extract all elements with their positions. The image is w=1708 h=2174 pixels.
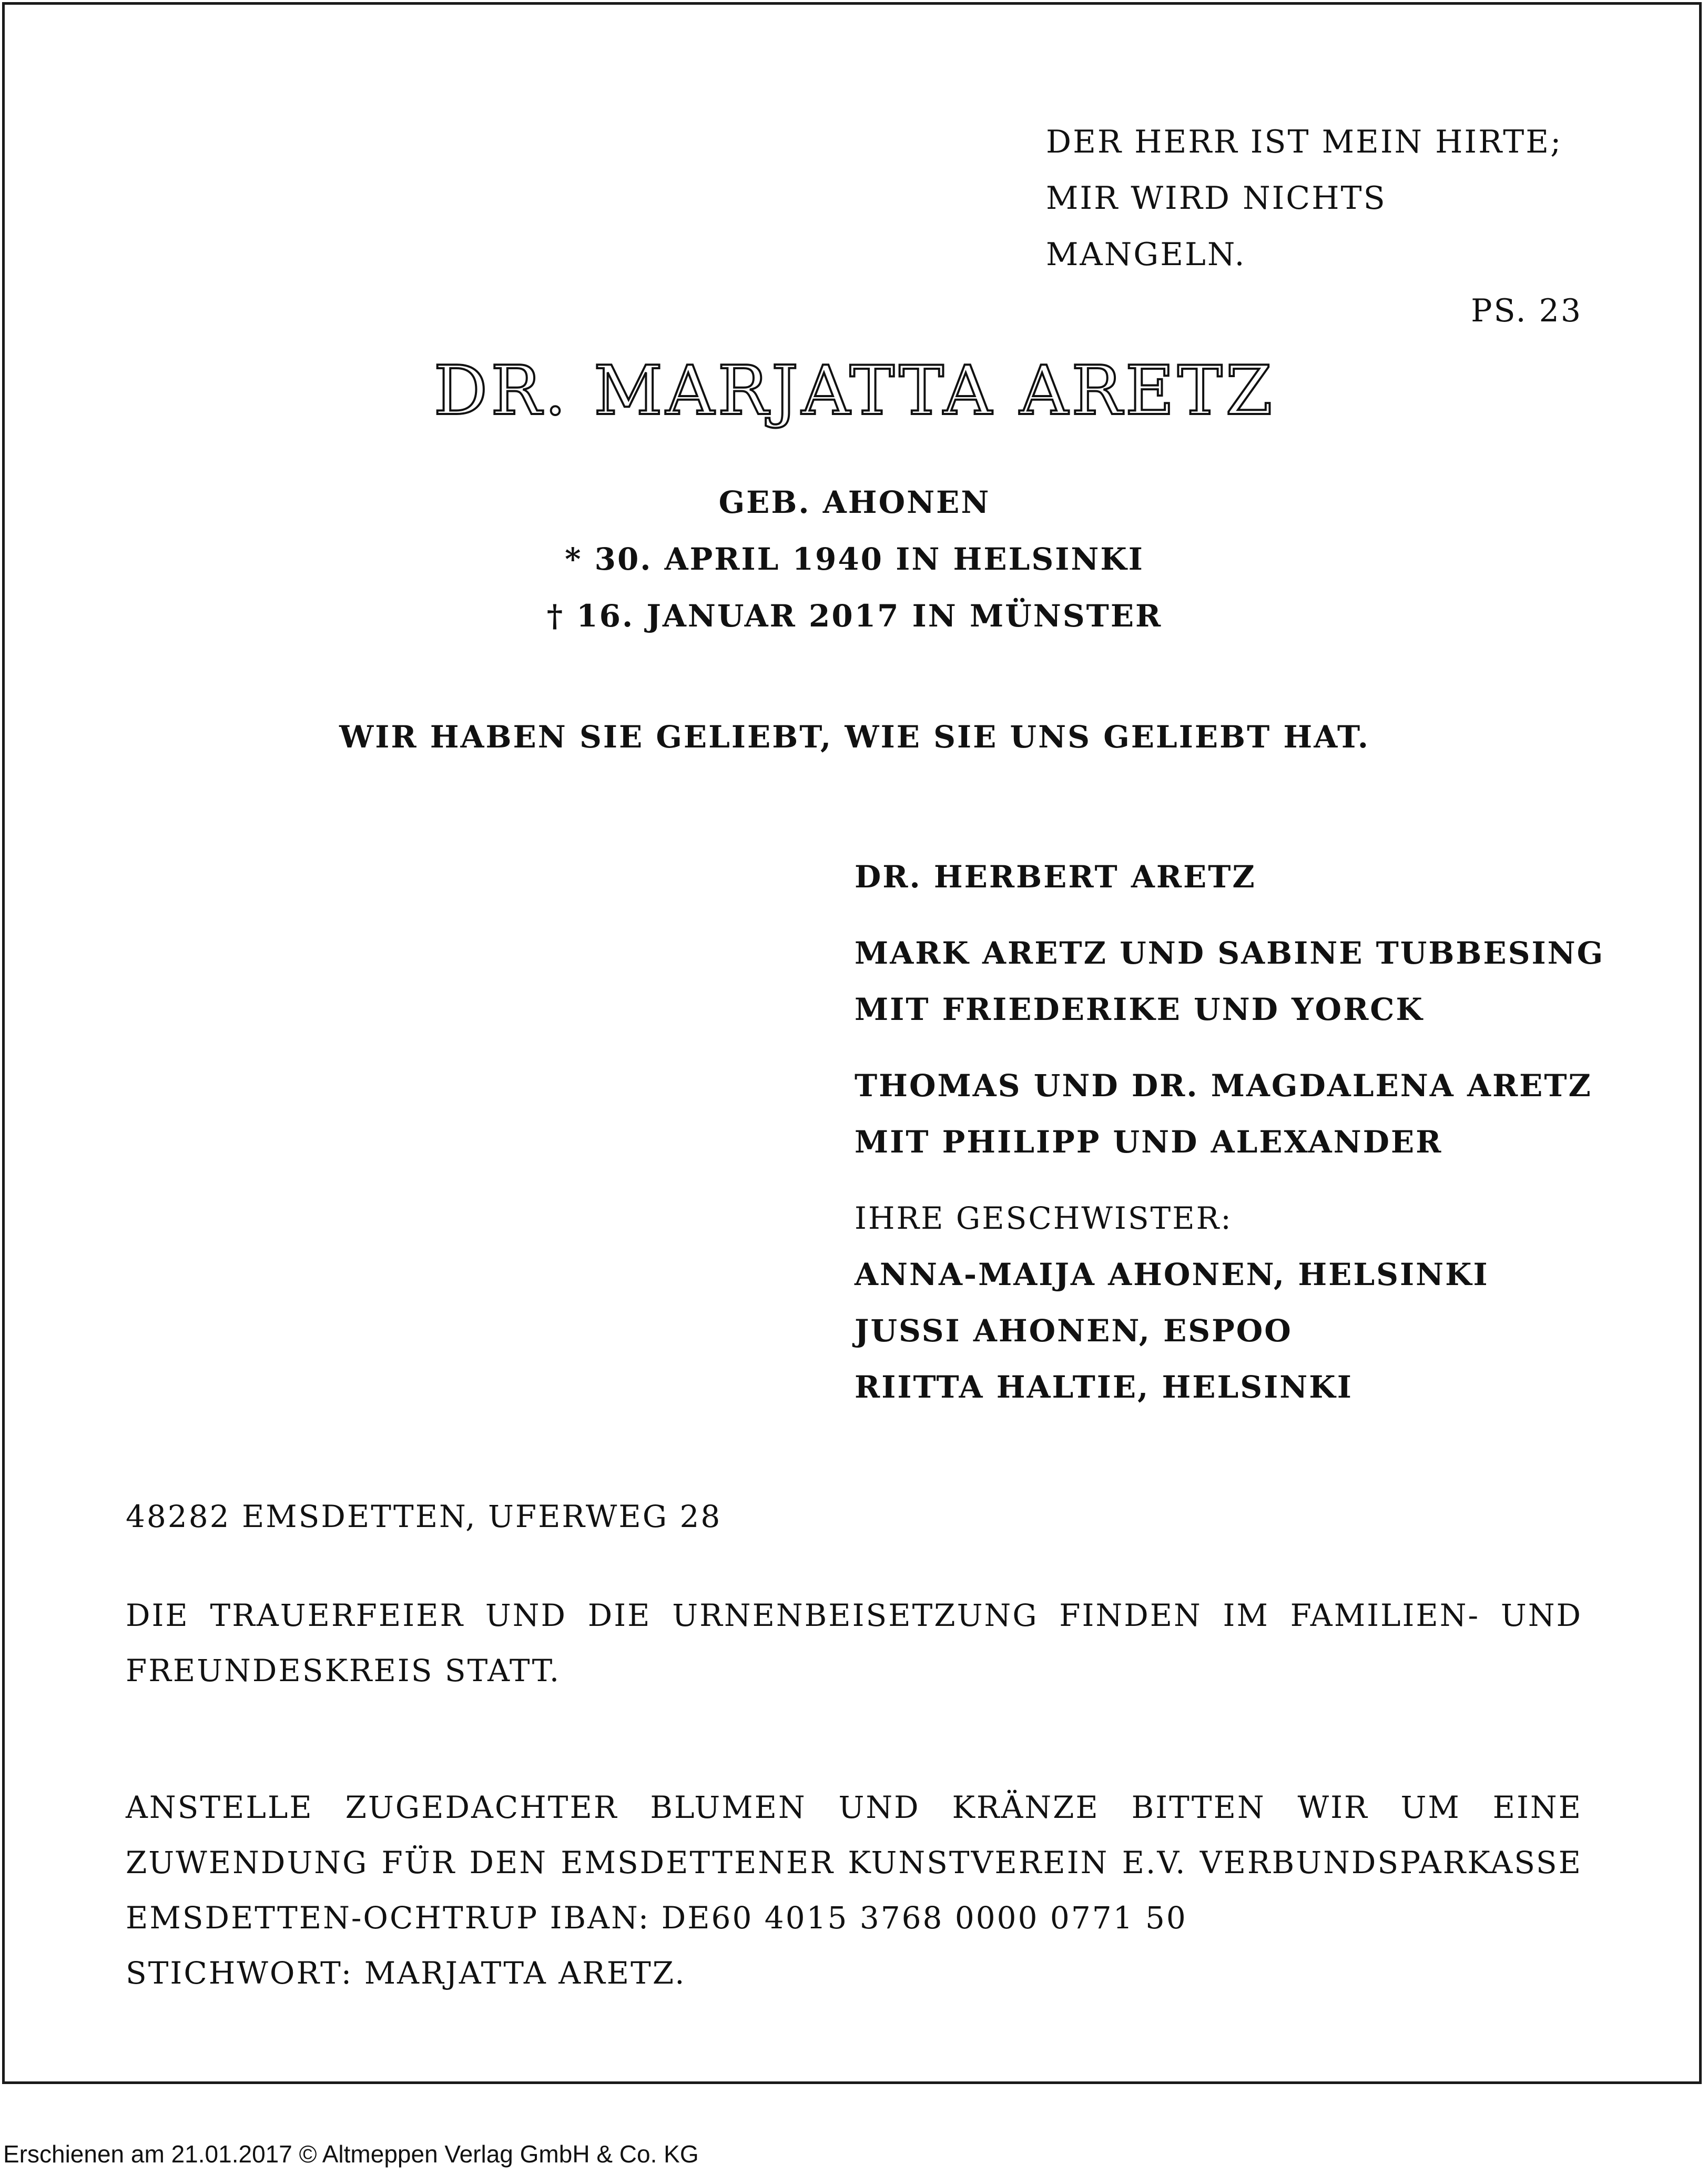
publication-footer: Erschienen am 21.01.2017 © Altmeppen Verlag GmbH & Co. KG bbox=[3, 2140, 699, 2168]
notice-frame bbox=[2, 2, 1702, 2084]
donation-line-4: STICHWORT: MARJATTA ARETZ. bbox=[126, 1955, 686, 1991]
mourner-line: MIT FRIEDERIKE UND YORCK bbox=[855, 992, 1424, 1027]
donation-line-2: ZUWENDUNG FÜR DEN EMSDETTENER KUNSTVEREIN E.V. VERBUNDSPARKASSE bbox=[126, 1845, 1582, 1880]
sibling-line: RIITTA HALTIE, HELSINKI bbox=[855, 1369, 1353, 1405]
donation-note bbox=[126, 1780, 1582, 2001]
death-date: † 16. JANUAR 2017 IN MÜNSTER bbox=[546, 598, 1163, 634]
donation-line-1: ANSTELLE ZUGEDACHTER BLUMEN UND KRÄNZE BITTEN WIR UM EINE bbox=[126, 1789, 1582, 1825]
ceremony-line-1: DIE TRAUERFEIER UND DIE URNENBEISETZUNG FINDEN IM FAMILIEN- UND bbox=[126, 1597, 1582, 1633]
memorial-quote: WIR HABEN SIE GELIEBT, WIE SIE UNS GELIEBT HAT. bbox=[339, 719, 1370, 755]
ceremony-line-2: FREUNDESKREIS STATT. bbox=[126, 1653, 561, 1688]
mourner-line: MIT PHILIPP UND ALEXANDER bbox=[855, 1124, 1443, 1160]
mourner-siblings bbox=[855, 1190, 1643, 1415]
family-address: 48282 EMSDETTEN, UFERWEG 28 bbox=[126, 1499, 722, 1534]
mourner-spouse: DR. HERBERT ARETZ bbox=[855, 859, 1256, 895]
motto-line-1: DER HERR IST MEIN HIRTE; bbox=[1046, 124, 1563, 160]
donation-line-3: EMSDETTEN-OCHTRUP IBAN: DE60 4015 3768 0000 0771 50 bbox=[126, 1900, 1187, 1936]
psalm-motto bbox=[1046, 114, 1582, 339]
mourners-list bbox=[855, 849, 1643, 1415]
mourner-line: MARK ARETZ UND SABINE TUBBESING bbox=[855, 935, 1605, 971]
motto-reference: PS. 23 bbox=[1471, 292, 1582, 329]
ceremony-note bbox=[126, 1588, 1582, 1698]
sibling-line: ANNA-MAIJA AHONEN, HELSINKI bbox=[855, 1257, 1489, 1292]
mourner-family-2 bbox=[855, 1058, 1643, 1170]
vital-dates bbox=[5, 474, 1704, 644]
birth-date: * 30. APRIL 1940 IN HELSINKI bbox=[565, 541, 1144, 577]
born-name: GEB. AHONEN bbox=[718, 484, 991, 520]
mourner-line: THOMAS UND DR. MAGDALENA ARETZ bbox=[855, 1068, 1592, 1104]
mourner-family-1 bbox=[855, 925, 1643, 1038]
sibling-line: JUSSI AHONEN, ESPOO bbox=[855, 1313, 1293, 1349]
siblings-label: IHRE GESCHWISTER: bbox=[855, 1200, 1233, 1236]
motto-line-2: MIR WIRD NICHTS MANGELN. bbox=[1046, 180, 1387, 273]
deceased-name: DR. MARJATTA ARETZ bbox=[433, 352, 1276, 430]
